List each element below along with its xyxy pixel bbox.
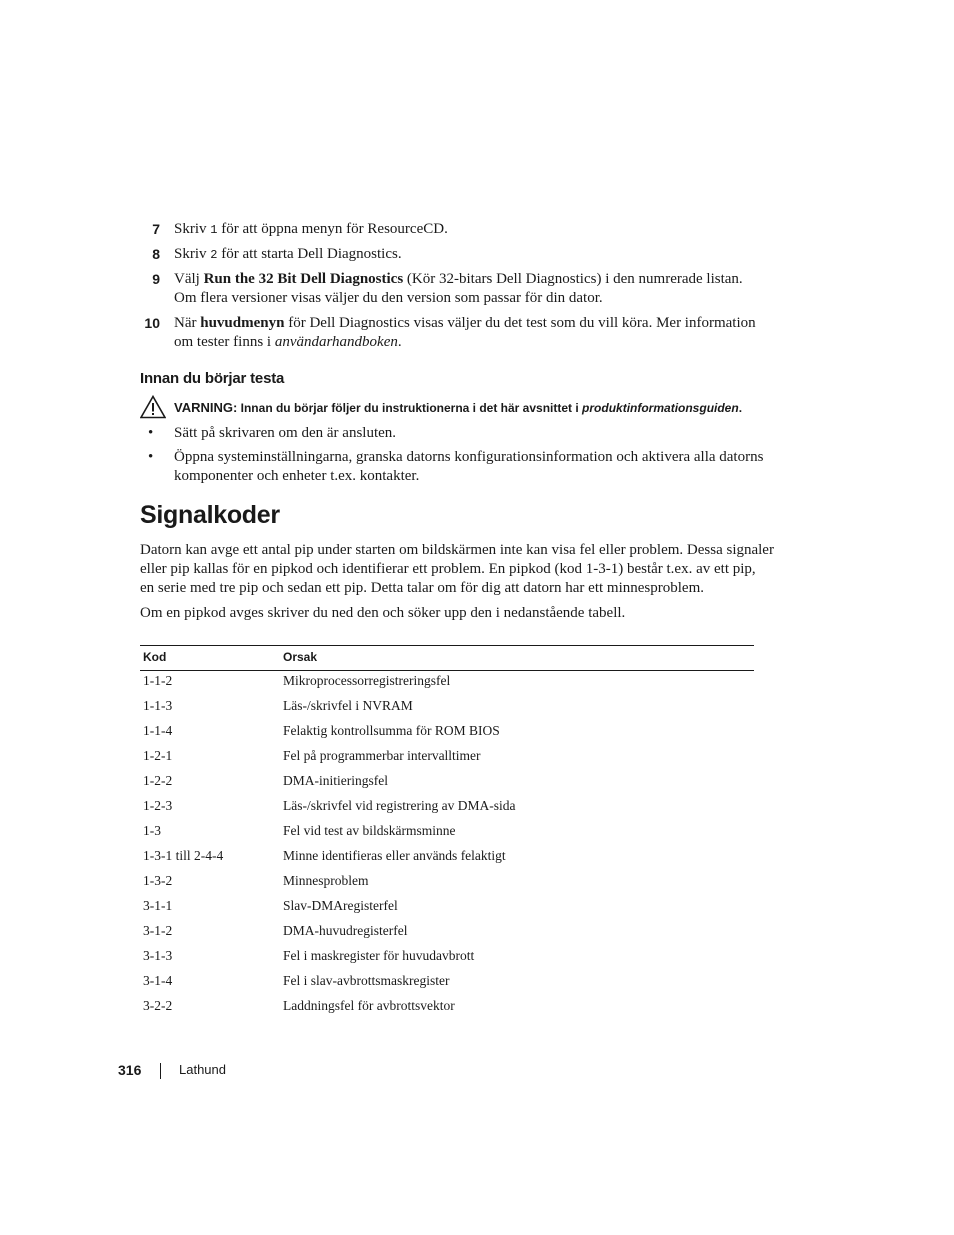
step-number: 10 [144,315,160,331]
table-header [140,645,754,671]
table-row: 3-2-2 Laddningsfel för avbrottsvektor [143,998,455,1013]
warning-label: VARNING: [174,400,238,415]
step-9: 9 Välj Run the 32 Bit Dell Diagnostics (Kör 32-bitars Dell Diagnostics) i den numrerade listan. Om flera versioner visas väljer du den version som passar för din dator. [140,270,820,308]
warning-triangle-icon [140,395,166,419]
step-7: 7 Skriv 1 för att öppna menyn för ResourceCD. [140,220,820,240]
table-row: 1-1-4 Felaktig kontrollsumma för ROM BIOS [143,723,500,738]
page-footer [118,1062,226,1078]
instruction-paragraph: Om en pipkod avges skriver du ned den och söker upp den i nedanstående tabell. [140,605,626,621]
table-row: 1-3 Fel vid test av bildskärmsminne [143,823,456,838]
table-row: 3-1-4 Fel i slav-avbrottsmaskregister [143,973,450,988]
warning-notice: VARNING: Innan du börjar följer du instruktionerna i det här avsnittet i produktinformationsguiden. [140,395,820,421]
table-row: 3-1-1 Slav-DMAregisterfel [143,898,398,913]
section-heading: Innan du börjar testa [140,370,285,387]
bullet-item: • Sätt på skrivaren om den är ansluten. [148,425,397,441]
page-number: 316 [118,1062,142,1078]
table-row: 1-2-1 Fel på programmerbar intervalltimer [143,748,481,763]
step-number: 9 [152,271,160,287]
step-8: 8 Skriv 2 för att starta Dell Diagnostics. [140,245,820,265]
bullet-item: • Öppna systeminställningarna, granska datorns konfigurationsinformation och aktivera alla datorns komponenter och enheter t.ex. kontakter. [148,449,764,484]
step-number: 8 [152,246,160,262]
beep-code-table [140,645,754,1021]
key-code: 1 [210,223,218,237]
table-row: 1-3-1 till 2-4-4 Minne identifieras eller används felaktigt [143,848,506,863]
intro-paragraph: Datorn kan avge ett antal pip under starten om bildskärmen inte kan visa fel eller problem. Dessa signaler eller pip kallas för en pipkod och identifierar ett problem. En pipkod (kod 1-3-1) består t.ex. av ett pip, en serie med tre pip och sedan ett pip. Detta talar om för dig att datorn har ett minnesproblem. [140,542,774,596]
bullet-dot: • [148,425,154,441]
step-10: 10 När huvudmenyn för Dell Diagnostics visas väljer du det test som du vill köra. Mer information om tester finns i användarhandboken. [140,314,820,352]
table-row: 1-3-2 Minnesproblem [143,873,369,888]
step-number: 7 [152,221,160,237]
table-row: 1-2-3 Läs-/skrivfel vid registrering av DMA-sida [143,798,516,813]
table-row: 3-1-3 Fel i maskregister för huvudavbrott [143,948,475,963]
key-code: 2 [210,248,218,262]
table-row: 3-1-2 DMA-huvudregisterfel [143,923,408,938]
table-row: 1-2-2 DMA-initieringsfel [143,773,388,788]
footer-title: Lathund [179,1062,226,1077]
bullet-dot: • [148,449,154,465]
table-row: 1-1-2 Mikroprocessorregistreringsfel [143,673,451,688]
header-code: Kod [143,650,167,664]
footer-divider [160,1063,161,1079]
page-title: Signalkoder [140,501,280,529]
table-row: 1-1-3 Läs-/skrivfel i NVRAM [143,698,413,713]
header-cause: Orsak [283,650,318,664]
